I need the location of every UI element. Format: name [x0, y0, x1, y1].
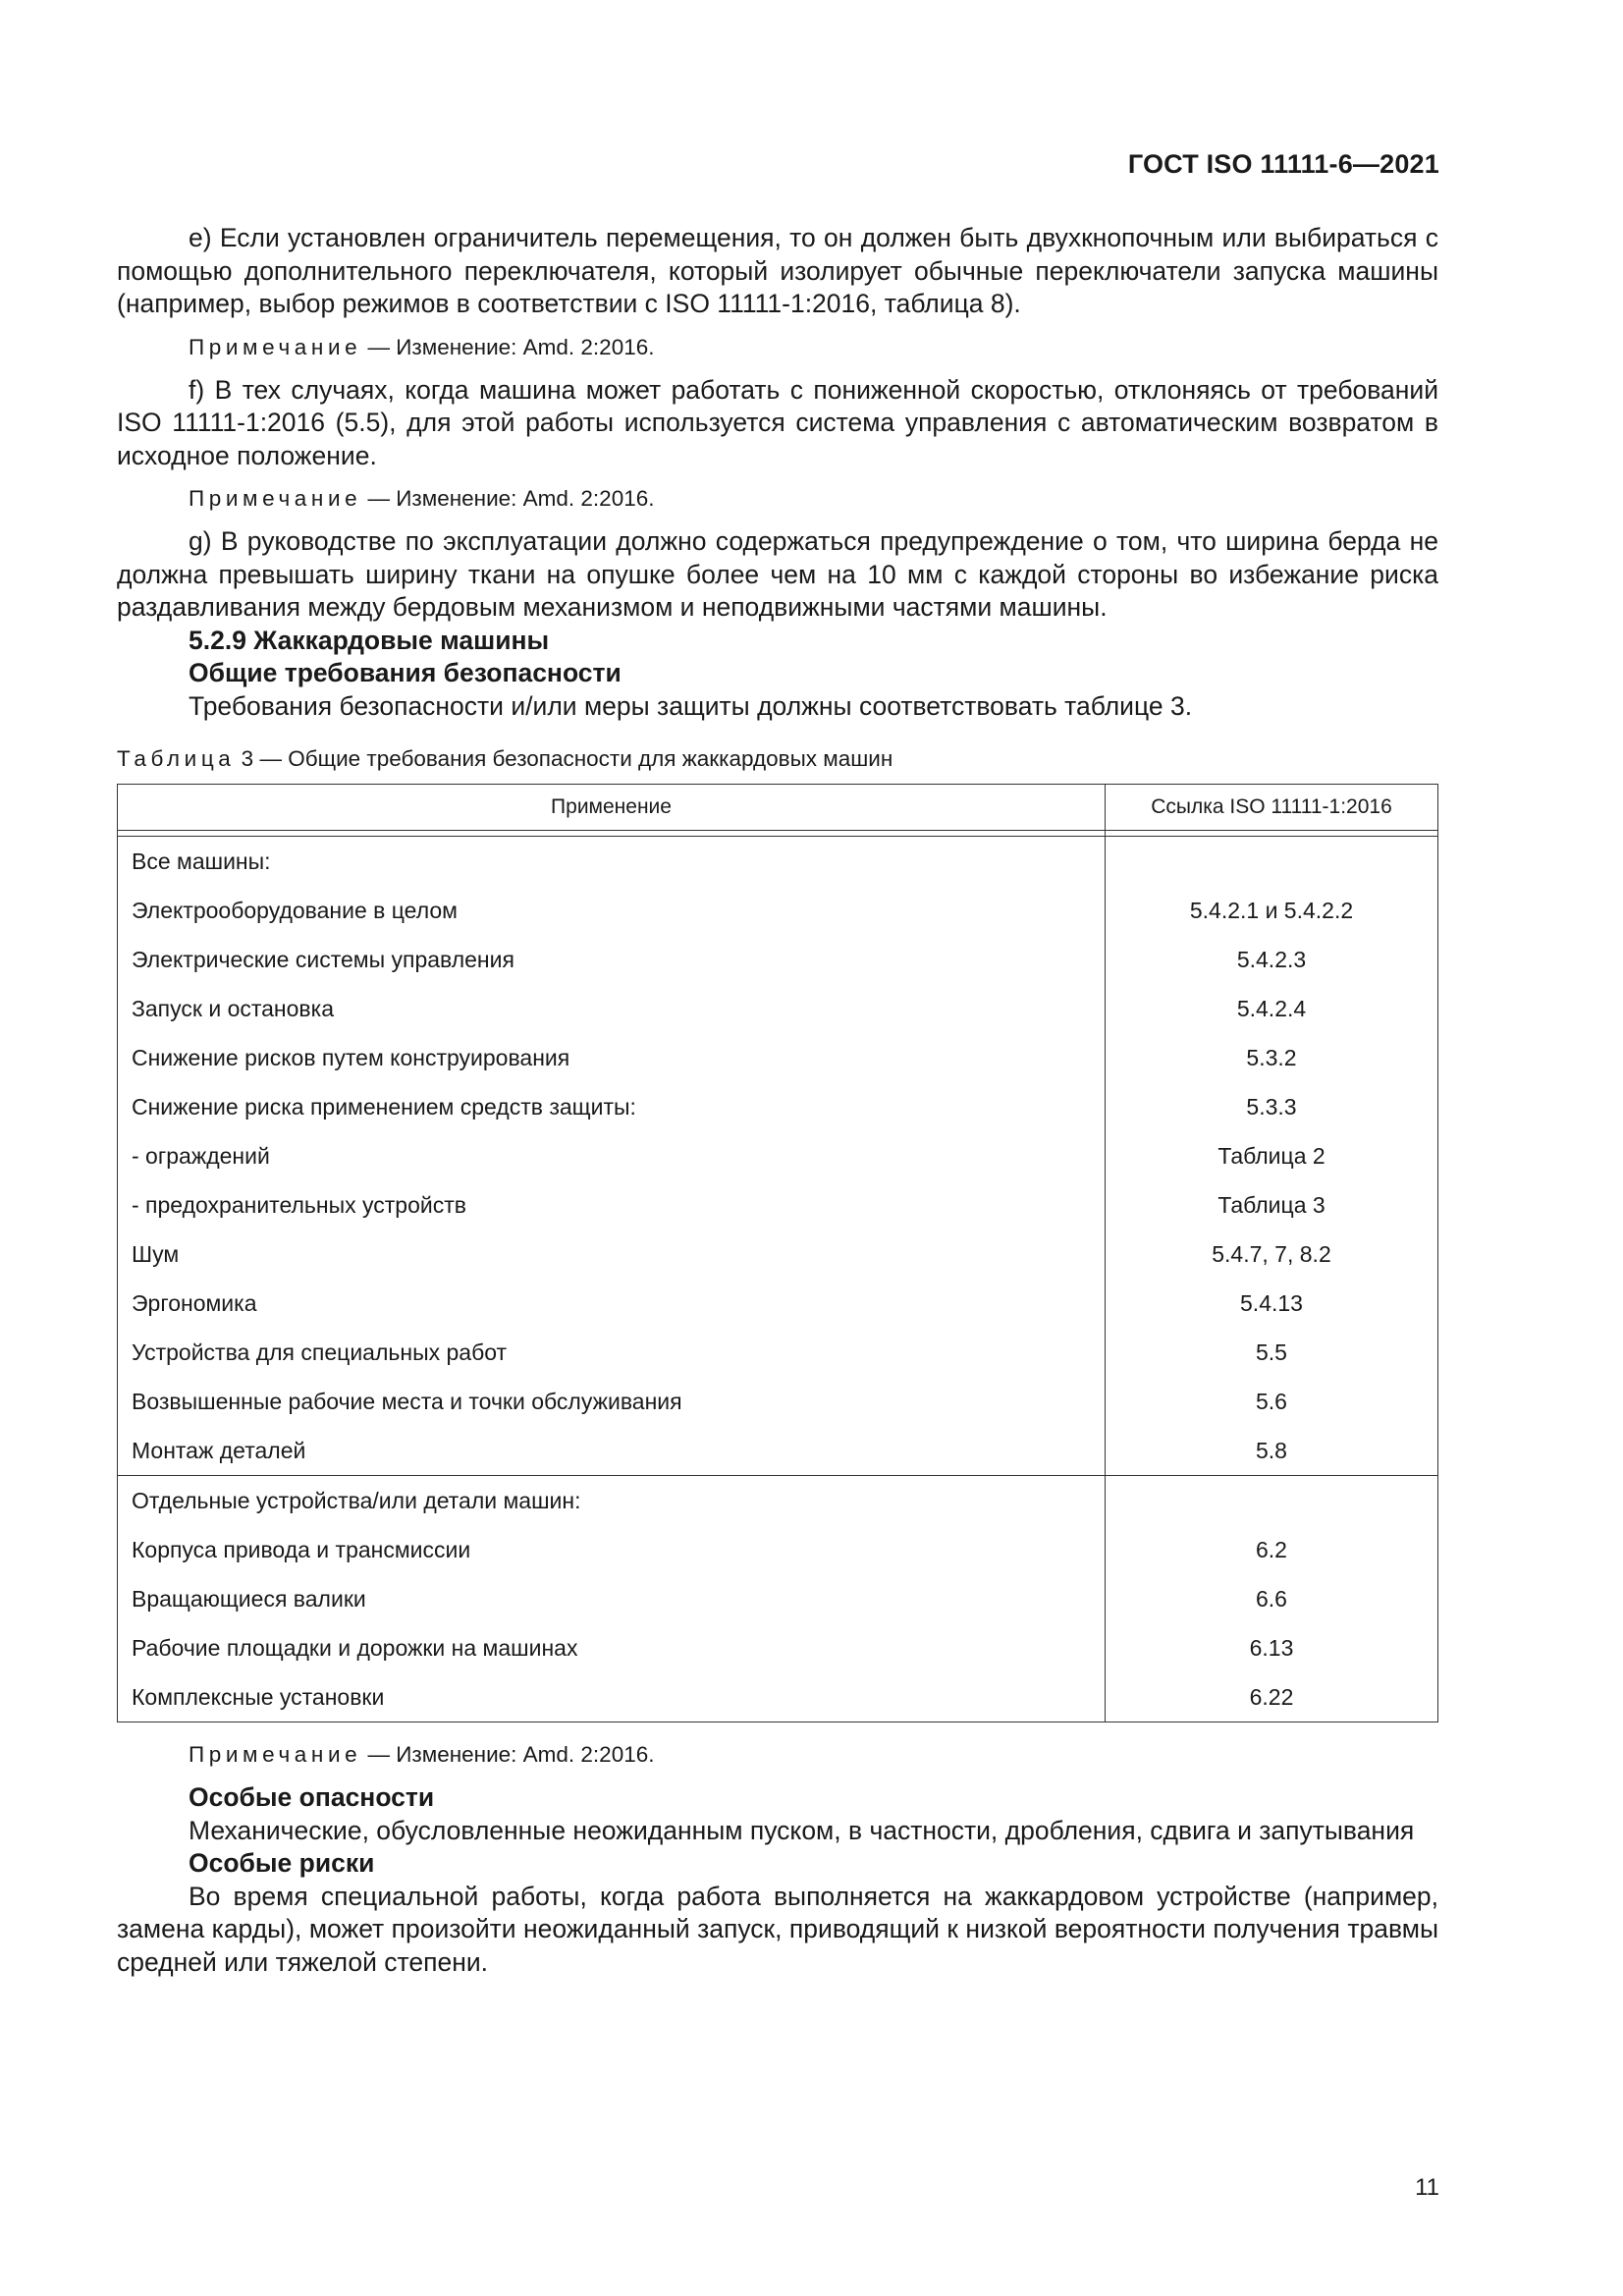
table-row — [118, 1180, 1438, 1230]
note-label: Примечание — [189, 334, 362, 359]
special-risks-text: Во время специальной работы, когда работа выполняется на жаккардовом устройстве (например, замена карды), может произойти неожиданный запуск, приводящий к низкой вероятности получения травмы средней или тяжелой степени. — [117, 1881, 1438, 1977]
cell-reference: 5.4.2.4 — [1106, 984, 1438, 1033]
table-row — [118, 1623, 1438, 1672]
table-caption-label: Таблица — [117, 746, 236, 771]
table-row — [118, 1377, 1438, 1426]
table-row — [118, 935, 1438, 984]
note-text: — Изменение: Amd. 2:2016. — [361, 334, 655, 359]
cell-reference: 6.6 — [1106, 1574, 1438, 1623]
special-hazards-heading: Особые опасности — [189, 1782, 435, 1812]
cell-application: Электрооборудование в целом — [118, 886, 1106, 935]
table-row — [118, 984, 1438, 1033]
cell-reference: 5.3.3 — [1106, 1082, 1438, 1131]
cell-reference: 5.4.2.3 — [1106, 935, 1438, 984]
section-heading: 5.2.9 Жаккардовые машины — [189, 625, 550, 655]
table-row — [118, 886, 1438, 935]
note-text: — Изменение: Amd. 2:2016. — [361, 1742, 655, 1767]
cell-application: - ограждений — [118, 1131, 1106, 1180]
cell-application: Электрические системы управления — [118, 935, 1106, 984]
note-3 — [189, 1740, 1438, 1770]
cell-reference: 5.4.7, 7, 8.2 — [1106, 1230, 1438, 1279]
table-row — [118, 1525, 1438, 1574]
note-text: — Изменение: Amd. 2:2016. — [361, 486, 655, 511]
table-row — [118, 1672, 1438, 1722]
column-header-application: Применение — [118, 785, 1106, 831]
table-row — [118, 1131, 1438, 1180]
note-label: Примечание — [189, 486, 362, 511]
cell-reference — [1106, 1476, 1438, 1526]
note-2 — [189, 484, 1438, 514]
item-g: g) В руководстве по эксплуатации должно содержаться предупреждение о том, что ширина берда не должна превышать ширину ткани на опушке более чем на 10 мм с каждой стороны во избежание риска раздавливания между бердовым механизмом и неподвижными частями машины. — [117, 526, 1438, 622]
special-hazards-text: Механические, обусловленные неожиданным пуском, в частности, дробления, сдвига и запутывания — [189, 1815, 1415, 1845]
cell-application: Монтаж деталей — [118, 1426, 1106, 1476]
cell-reference: 6.22 — [1106, 1672, 1438, 1722]
note-label: Примечание — [189, 1742, 362, 1767]
cell-reference: 5.4.13 — [1106, 1279, 1438, 1328]
cell-reference: 5.8 — [1106, 1426, 1438, 1476]
cell-reference: 5.4.2.1 и 5.4.2.2 — [1106, 886, 1438, 935]
table-row — [118, 1476, 1438, 1526]
cell-application: Эргономика — [118, 1279, 1106, 1328]
general-requirements-text: Требования безопасности и/или меры защиты должны соответствовать таблице 3. — [189, 690, 1193, 721]
cell-reference: 5.5 — [1106, 1328, 1438, 1377]
item-f: f) В тех случаях, когда машина может работать с пониженной скоростью, отклоняясь от требований ISO 11111-1:2016 (5.5), для этой работы используется система управления с автоматическим возвратом в исходное положение. — [117, 374, 1438, 470]
cell-application: Отдельные устройства/или детали машин: — [118, 1476, 1106, 1526]
page-content — [117, 222, 1438, 1979]
table-row — [118, 1230, 1438, 1279]
cell-application: Шум — [118, 1230, 1106, 1279]
cell-reference: Таблица 3 — [1106, 1180, 1438, 1230]
cell-application: Устройства для специальных работ — [118, 1328, 1106, 1377]
cell-application: Возвышенные рабочие места и точки обслуживания — [118, 1377, 1106, 1426]
item-e: е) Если установлен ограничитель перемещения, то он должен быть двухкнопочным или выбираться с помощью дополнительного переключателя, который изолирует обычные переключатели запуска машины (например, выбор режимов в соответствии с ISO 11111-1:2016, таблица 8). — [117, 223, 1438, 318]
table-row — [118, 1082, 1438, 1131]
cell-reference: 6.2 — [1106, 1525, 1438, 1574]
requirements-table — [117, 784, 1438, 1722]
cell-reference: 5.6 — [1106, 1377, 1438, 1426]
cell-application: - предохранительных устройств — [118, 1180, 1106, 1230]
table-row — [118, 1328, 1438, 1377]
cell-application: Вращающиеся валики — [118, 1574, 1106, 1623]
cell-application: Комплексные установки — [118, 1672, 1106, 1722]
table-row — [118, 1279, 1438, 1328]
document-header: ГОСТ ISO 11111-6—2021 — [1127, 149, 1439, 179]
general-requirements-heading: Общие требования безопасности — [189, 658, 622, 687]
table-row — [118, 1033, 1438, 1082]
table-body — [118, 831, 1438, 1722]
note-1 — [189, 333, 1438, 362]
special-risks-heading: Особые риски — [189, 1848, 375, 1878]
cell-reference: 6.13 — [1106, 1623, 1438, 1672]
page-number: 11 — [1415, 2174, 1439, 2201]
cell-application: Запуск и остановка — [118, 984, 1106, 1033]
table-caption — [117, 744, 1438, 774]
cell-application: Рабочие площадки и дорожки на машинах — [118, 1623, 1106, 1672]
cell-application: Корпуса привода и трансмиссии — [118, 1525, 1106, 1574]
cell-application: Все машины: — [118, 837, 1106, 887]
cell-application: Снижение риска применением средств защиты: — [118, 1082, 1106, 1131]
table-row — [118, 1574, 1438, 1623]
table-row — [118, 837, 1438, 887]
cell-reference — [1106, 837, 1438, 887]
table-caption-text: 3 — Общие требования безопасности для жаккардовых машин — [235, 746, 893, 771]
cell-reference: Таблица 2 — [1106, 1131, 1438, 1180]
table-row — [118, 1426, 1438, 1476]
cell-reference: 5.3.2 — [1106, 1033, 1438, 1082]
column-header-reference: Ссылка ISO 11111-1:2016 — [1106, 785, 1438, 831]
cell-application: Снижение рисков путем конструирования — [118, 1033, 1106, 1082]
